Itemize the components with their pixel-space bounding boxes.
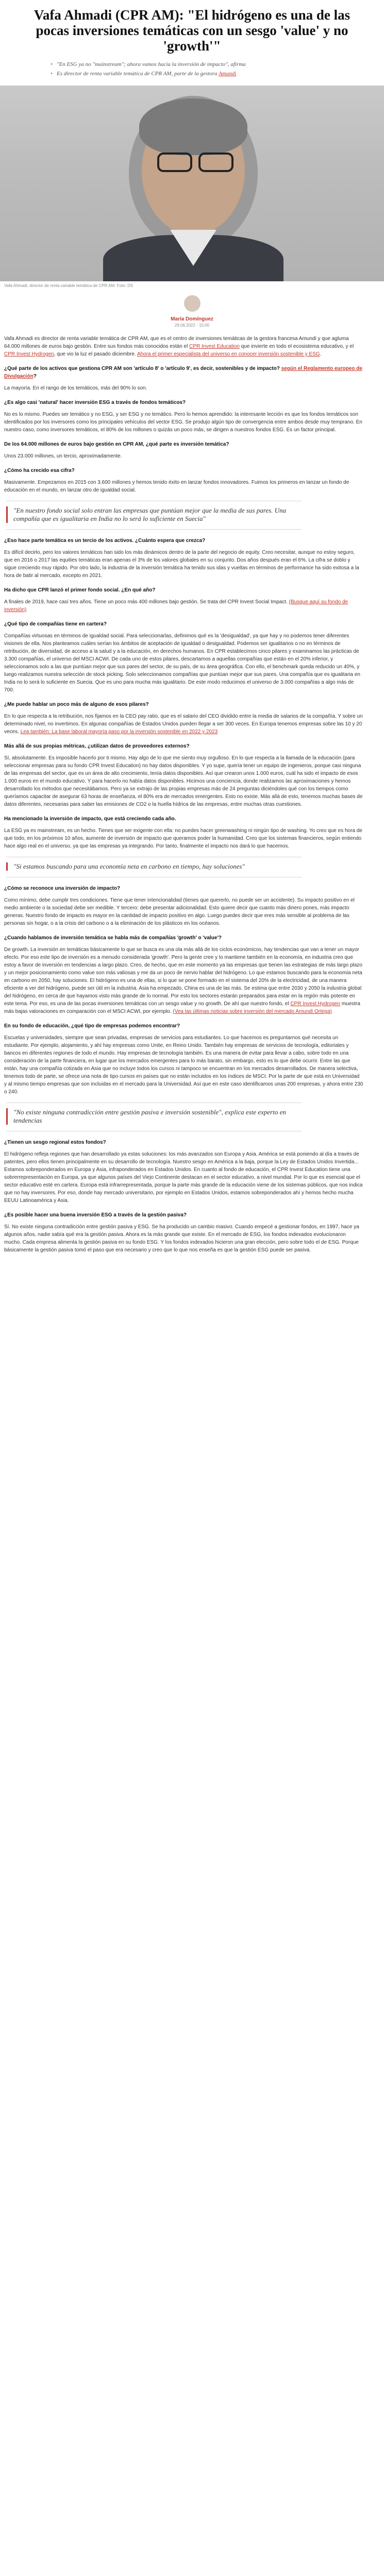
paragraph-text: ¿Qué parte de los activos que gestiona CPR AM son 'artículo 8' o 'artículo 9', es decir, sostenibles y de impacto?: [4, 366, 281, 371]
paragraph-text: Más allá de sus propias métricas, ¿utilizan datos de proveedores externos?: [4, 743, 190, 749]
summary-bullet: • "En ESG ya no "mainstream"; ahora vamos hacia la inversión de impacto", afirma: [52, 61, 348, 68]
interview-question: [4, 365, 363, 380]
article-paragraph: [4, 827, 363, 850]
interview-question: [4, 1211, 363, 1219]
paragraph-text: Como mínimo, debe cumplir tres condiciones. Tiene que tener intencionalidad (tienes que quererlo, no puede ser un accidente). Su impacto positivo en el medio ambiente o la sociedad debe ser medible. Y tercero: debe presentar adicionalidad. Esto quiere decir que cuanto más dinero pones, más impacto generas. Nuestro fondo de impacto es mayor en la cantidad de impacto positivo en algo. Luego puedes decir que eres más sensible al problema de las personas sin hogar, o a la crisis del carbono o a la eliminación de los plásticos en los océanos.: [4, 897, 355, 926]
inline-link[interactable]: (Vea las últimas noticias sobre inversión del mercado Amundi Ortega): [173, 1009, 332, 1014]
summary-bullet: • Es director de renta variable temática de CPR AM, parte de la gestora Amundi: [52, 70, 348, 77]
summary-bullets: [0, 61, 384, 77]
inline-link[interactable]: Lea también: La base laboral mayoría paso por la inversión sostenible en 2022 y 2023: [20, 729, 218, 735]
paragraph-text: Unos 23.000 millones, un tercio, aproximadamente.: [4, 453, 122, 459]
article-paragraph: [4, 598, 363, 614]
amundi-link[interactable]: Amundi: [219, 71, 237, 77]
interview-question: [4, 399, 363, 406]
paragraph-text: ¿Qué tipo de compañías tiene en cartera?: [4, 621, 107, 627]
inline-link[interactable]: Ahora el primer especialista del universo en conocer inversión sostenible y ESG: [137, 351, 320, 357]
paragraph-text: Es difícil decirlo, pero los valores temáticos han sido los más dinámicos dentro de la parte del negocio de equity. Creo necesitar, aunque no estoy seguro, que en 2016 o 2017 las equities temáticas eran apenas el 3% de los valores globales en su conjunto. Dos años después eran el 6%. La cifra se doblo y sigue creciendo muy rápido. Por otro lado, la industria de la inversión temática ha tenido sus idas y vueltas en términos de performance ha sido exitosa a la hora de batir al mercado, excepto en 2021.: [4, 550, 359, 579]
inline-link[interactable]: CPR Invest Education: [189, 344, 240, 349]
inline-link[interactable]: CPR Invest Hydrogen: [4, 351, 54, 357]
interview-question: [4, 467, 363, 474]
paragraph-text: Escuelas y universidades, siempre que sean privadas, empresas de servicios para estudiantes. Lo que hacemos es preguntarnos qué necesita un estudiante. Por ejemplo, alojamiento, y ahí hay empresas como Unite, en Reino Unido. También hay empresas de servicios de tecnología, editoriales y bancos en diferentes regiones de todo el mundo. Hay empresas de tecnología también. Es una manera de evitar para llevar a cabo, sobre todo en una consideración de la parte financiera, en lugar que los mercados emergentes para lo más barato, sin embargo, esto es lo que debe ocurrir. Entre las que están, hay una compañía cotizada en Asia que no incluye todos los cursos ni tampoco se encuentran en los mercados desarrollados. De manera selectiva, tenemos todo de parte, se ofrece una nota de tipo cursos en países que no están incluidos en los índices de MSCI. Por la parte de que está en Universidad y al mismo tiempo empresas que son incluidas en el mercado para la Universidad. Así que en este caso identificamos unas 200 empresas, y ahora entre 230 o 240.: [4, 1035, 363, 1095]
paragraph-text: ¿Es algo casi 'natural' hacer inversión ESG a través de fondos temáticos?: [4, 400, 186, 405]
author-name[interactable]: María Domínguez: [171, 316, 213, 322]
paragraph-text: ¿Me puede hablar un poco más de alguno de esos pilares?: [4, 702, 149, 707]
paragraph-text: que invierte en todo el ecosistema educativo, y el: [239, 344, 354, 349]
paragraph-text: Sí. No existe ninguna contradicción entre gestión pasiva y ESG. Se ha producido un cambio masivo. Cuando empecé a gestionar fondos, en 1997, hace ya algunos años, nadie sabía qué era la gestión pasiva. Ahora es la más grande que existe. En el mercado de ESG, los fondos indexados evolucionaron mucho. Cada empresa alimenta la gestión pasiva en su fondo ESG. Y los fondos indexados hicieron una gran elección, pero sobre todo el de ESG. Porque básicamente la gestión pasiva tomó el paso que era necesario y creo que lo que nos enseña es que la gestión ESG puede ser pasiva.: [4, 1224, 359, 1253]
interview-question: [4, 815, 363, 823]
article-body: [0, 328, 384, 1271]
interview-question: [4, 885, 363, 892]
paragraph-text: De growth. La inversión en temáticas básicamente lo que se busca es una ola más allá de los ciclos económicos, hay tendencias que van a tener un mayor efecto. Por eso este tipo de inversión es a menudo considerada 'growth'. Pero la gente cree y lo mantiene también en la economía, en industria creo que estoy a favor de inversión en tendencias a largo plazo. Creo, de hecho, que en este momento ya las empresas que tienen las estrategias de más largo plazo y un mejor posicionamiento como value son más valiosas y me da un poco de nervio hablar del hidrógeno. Lo que estamos buscando para la economía neta en carbono en 2050, hay soluciones. El hidrógeno es una de ellas, si lo que se pone formado en el sistema del 20% de la electricidad, de una manera eficiente a ver del hidrógeno, puede ser útil en la industria. Asia ha empezado, China es una de las más. Se estima que entre 2030 y 2050 la industria global del hidrógeno, en cerca de que hayamos visto más grande de lo normal. Por esto los sectores estarán preparados para estar en la región más potente en este tema. Por eso, es una de las pocas inversiones temáticas con un sesgo value y no growth. De ahí que nuestro fondo, el: [4, 947, 362, 1007]
pull-quote: [6, 857, 302, 877]
paragraph-text: Ha dicho que CPR lanzó el primer fondo social. ¿En qué año?: [4, 587, 156, 593]
article-headline: Vafa Ahmadi (CPR AM): "El hidrógeno es una de las pocas inversiones temáticas con un sesgo 'value' y no 'growth'": [34, 7, 350, 54]
paragraph-text: ¿Es posible hacer una buena inversión ESG a través de la gestión pasiva?: [4, 1212, 187, 1218]
article-paragraph: [4, 1034, 363, 1096]
article-paragraph: [4, 479, 363, 494]
interview-question: [4, 701, 363, 708]
interview-question: [4, 620, 363, 628]
article-photo: [0, 86, 384, 281]
paragraph-text: "No existe ninguna contradicción entre gestión pasiva e inversión sostenible", explica este experto en tendencias: [13, 1108, 286, 1124]
article-paragraph: [4, 713, 363, 736]
article-paragraph: [4, 384, 363, 392]
interview-question: [4, 586, 363, 594]
interview-question: [4, 934, 363, 942]
paragraph-text: , que vio la luz el pasado diciembre.: [54, 351, 137, 357]
article-paragraph: [4, 411, 363, 434]
paragraph-text: ¿Eso hace parte temática es un tercio de los activos. ¿Cuánto espera que crezca?: [4, 538, 206, 544]
pull-quote: [6, 501, 302, 530]
paragraph-text: ¿Tienen un sesgo regional estos fondos?: [4, 1140, 106, 1145]
paragraph-text: Compañías virtuosas en términos de igualdad social. Para seleccionarlas, definimos qué es la 'desigualdad', ya que hay y no podemos tener diferentes visiones de ella. Nos planteamos cuáles serían los ámbitos de aceptación de igualdad o desigualdad. Podemos ser igualitarios o no en términos de retribución, de diversidad, de acceso a la salud y a la educación, en derechos humanos. En CPR establecimos cinco pilares y examinamos las prácticas de 3.300 compañías, el universo del MSCI ACWI. De cada uno de estos pilares, descartamos a aquellas compañías que están en el 20% inferior, y seleccionamos solo a las que puntúan mejor que sus pares del sector, de su país, de su área geográfica. Con ello, el benchmark queda reducido un 40%, y luego realizamos nuestra selección de stock picking. Solo seleccionamos compañías que puntúan mejor que sus pares. Una compañía que es igualitaria en India no lo será lo suficiente en Suecia. Que es uno para mucha más igualitario. De este modo reducimos el universo de 3.000 compañías a algo más de 700.: [4, 633, 360, 693]
paragraph-text: De los 64.000 millones de euros bajo gestión en CPR AM, ¿qué parte es inversión temática?: [4, 442, 229, 447]
paragraph-text: ¿Cómo ha crecido esa cifra?: [4, 468, 75, 473]
pull-quote: [6, 1103, 302, 1131]
paragraph-text: muestra más bajas valoraciones en comparación con el MSCI ACWI, por ejemplo.: [4, 1001, 360, 1014]
article-paragraph: [4, 896, 363, 927]
paragraph-text: ¿Cuando hablamos de inversión temática se habla más de compañías 'growth' o 'value'?: [4, 935, 222, 941]
paragraph-text: ¿Cómo se reconoce una inversión de impacto?: [4, 886, 121, 891]
article-paragraph: [4, 452, 363, 460]
article-paragraph: [4, 754, 363, 808]
paragraph-text: ?: [33, 374, 37, 379]
interview-question: [4, 1139, 363, 1146]
paragraph-text: La ESG ya es mainstream, es un hecho. Tienes que ser exigente con ella: no puedes hacer greenwashing ni ningún tipo de washing. Yo creo que es hora de que todo, en los próximos 10 años, aumente de inversión de impacto que queramos poder la humanidad. Creo que los sistemas financieros, según entiendo hace algo real en el universo, ya que las empresas ya integrando. Por tanto, finalmente el impacto nos dará lo que hacemos.: [4, 828, 362, 849]
inline-link[interactable]: según el Reglamento europeo de Divulgación: [4, 366, 362, 379]
author-block: [0, 295, 384, 328]
article-paragraph: [4, 335, 363, 358]
interview-question: [4, 537, 363, 545]
article-page: [0, 0, 384, 1271]
paragraph-text: Masivamente. Empezamos en 2015 con 3.600 millones y hemos tenido éxito en lanzar fondos innovadores. Fuimos los primeros en lanzar un fondo de educación en el mundo, en lanzar otro de igualdad social.: [4, 480, 349, 493]
paragraph-text: El hidrógeno refleja regiones que han desarrollado ya estas soluciones: los más avanzados son Europa y Asia. América se está poniendo al día a través de patentes, pero ellos tienen principalmente en su desarrollo de tecnología. Nuestro sesgo en América a la baja, porque la Ley de Estados Unidos Invertida... Estamos sobreponderados en Europa y Asia, infraponderados en Estados Unidos. En cuanto al fondo de educación, el CPR Invest Education tiene una sobrerrepresentación en Europa, ya que algunos países del Viejo Continente destacan en el sector educativo, a nivel mundial. Por lo que es esencial que el sector educativo esté en cartera. Europa está infrarrepresentada, porque la parte más grande de la educación viene de los sistemas públicos, que nos indica que no hay inversores. Por eso, donde hay mercado universitario, por ejemplo en Estados Unidos, estamos sobreponderados ahí y hemos hecho mucha EEUU Latinoamérica y Asia.: [4, 1151, 363, 1204]
paragraph-text: "Si estamos buscando para una economía neta en carbono en tiempo, hay soluciones": [13, 862, 245, 870]
paragraph-text: Vafa Ahmadi es director de renta variable temática de CPR AM, que es el centro de inversiones temáticas de la gestora francesa Amundi y que agluma 64.000 millones de euros bajo gestión. Entre sus fondos más conocidos están el: [4, 336, 349, 349]
paragraph-text: En lo que respecta a la retribución, nos fijamos en la CEO pay ratio, que es el salario del CEO dividido entre la media de salarios de la compañía. Y sobre un determinado nivel, no invertimos. En algunas compañías de Estados Unidos pueden llegar a ser 300 veces. En Europa tenemos empresas sobre las 10 y 20 veces.: [4, 714, 363, 735]
paragraph-text: .: [320, 351, 322, 357]
article-paragraph: [4, 549, 363, 580]
paragraph-text: A finales de 2019, hace casi tres años. Tiene un poco más 400 millones bajo gestión. Se trata del CPR Invest Social Impact.: [4, 599, 289, 605]
inline-link[interactable]: (Busque aquí su fondo de inversión): [4, 599, 348, 613]
inline-link[interactable]: CPR Invest Hydrogen: [290, 1001, 341, 1007]
interview-question: [4, 440, 363, 448]
paragraph-text: Sí, absolutamente. Es imposible hacerlo por ti mismo. Hay algo de lo que me siento muy orgulloso. En lo que respecta a la llamada de la educación (para seleccionar empresas para su fondo CPR Invest Education) no hay datos disponibles. Y yo supe, quería tener un equipo de ingenieros, porque casi ninguna de las empresas del sector, que es un área de alto crecimiento, tenía datos disponibles. Así que crearon unos 1.000 euros, cuál ha sido el impacto de esos 1.000 euros en el mundo educativo. Y para hacerlo no había datos disponibles. Hicimos una conciencia, donde realizamos las aproximaciones y hemos desarrollado los métodos que necesitábamos. Pero ya se extrajo de las propias empresas más de 24 preguntas diciéndoles qué con los tiempos como queríamos capacitar de asegurar 63 horas de enseñanza, el 80% era de mercados emergentes. Esto no existe. Más allá de esto, tenemos muchas bases de datos diferentes, necesarias para saber las emisiones de CO2 o la huella hídrica de las empresas, entre muchas otras cuestiones.: [4, 755, 363, 807]
paragraph-text: La mayoría. En el rango de los temáticos, más del 90% lo son.: [4, 385, 147, 391]
photo-caption: Vafa Ahmadi, director de renta variable temática de CPR AM. Foto: DS: [4, 283, 133, 288]
interview-question: [4, 742, 363, 750]
paragraph-text: Ha mencionado la inversión de impacto, que está creciendo cada año.: [4, 816, 176, 822]
publish-date: 29.06.2022 · 15:00: [174, 323, 210, 328]
interview-question: [4, 1022, 363, 1030]
article-paragraph: [4, 1150, 363, 1205]
paragraph-text: "En nuestro fondo social solo entran las empresas que puntúan mejor que la media de sus pares. Una compañía que es igualitaria en India no lo será lo suficiente en Suecia": [13, 506, 287, 522]
article-paragraph: [4, 1223, 363, 1254]
article-paragraph: [4, 632, 363, 694]
paragraph-text: En su fondo de educación, ¿qué tipo de empresas podemos encontrar?: [4, 1023, 180, 1029]
author-avatar: [184, 295, 201, 312]
paragraph-text: No es lo mismo. Puedes ser temático y no ESG, y ser ESG y no temático. Pero lo hemos aprendido: la interesante lección es que los fondos temáticos son identificados por los inversores como los principales vehículos del vector ESG. Se produjo algún tipo de convergencia entre ambos desde muy temprano. En nuestro caso, como inversores temáticos, el 80% de los millones o quizás un poco más, se dirigen a nuestros fondos ESG. Es un factor principal.: [4, 412, 362, 433]
article-paragraph: [4, 946, 363, 1015]
